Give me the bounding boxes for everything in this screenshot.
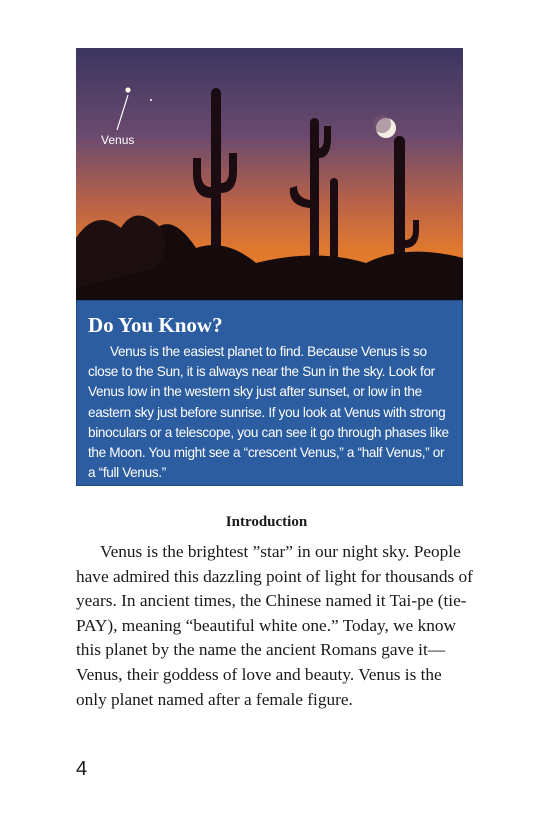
introduction-paragraph: Venus is the brightest ”star” in our night sky. People have admired this dazzling point of light for thousands of years. In ancient times, the Chinese named it Tai-pe (tie-PAY), meaning “beautiful white one.” Today, we know this planet by the name the ancient Romans gave it—Venus, their goddess of love and beauty. Venus is the only planet named after a female figure. <box>76 542 473 709</box>
do-you-know-title: Do You Know? <box>88 313 223 337</box>
venus-sunset-photo <box>76 48 463 300</box>
page-number: 4 <box>76 758 88 780</box>
venus-star <box>125 87 130 92</box>
do-you-know-text: Venus is the easiest planet to find. Because Venus is so close to the Sun, it is always near the Sun in the sky. Look for Venus low in the western sky just after sunset, or low in the eastern sky just before sunrise. If you look at Venus with strong binoculars or a telescope, you can see it go through phases like the Moon. You might see a “crescent Venus,” a “half Venus,” or a “full Venus.” <box>88 344 449 481</box>
do-you-know-box <box>76 300 463 486</box>
section-heading: Introduction <box>225 514 308 530</box>
venus-label: Venus <box>101 133 135 147</box>
desert-sky-illustration <box>76 48 463 300</box>
